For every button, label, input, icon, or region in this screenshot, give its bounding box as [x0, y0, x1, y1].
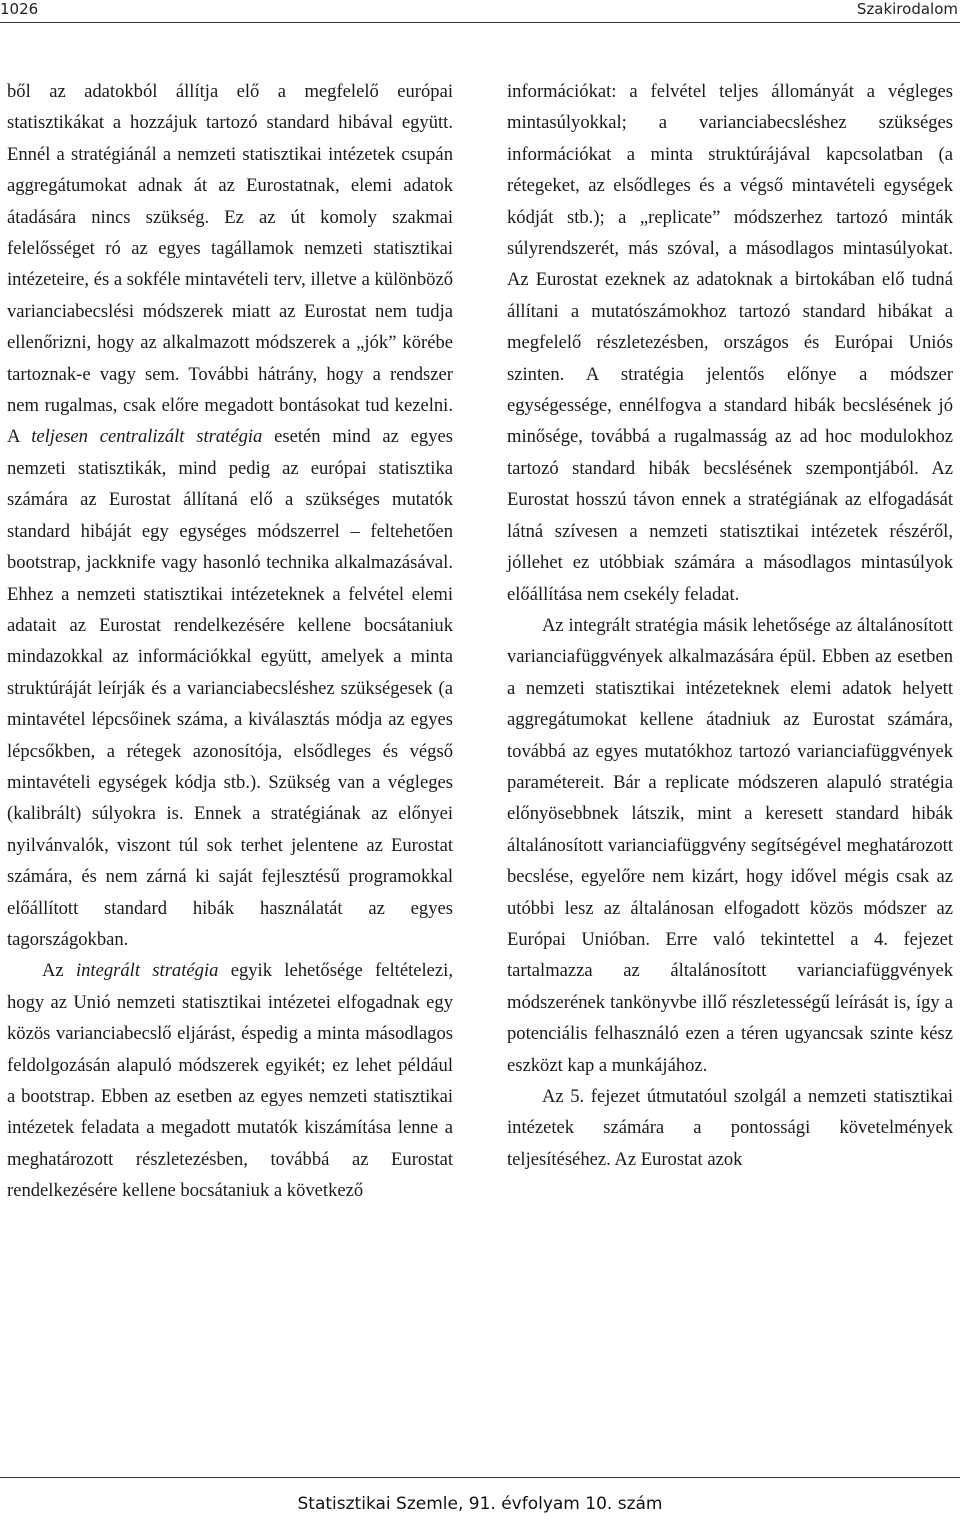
footer-divider [0, 1477, 960, 1478]
header-divider [0, 22, 960, 23]
emphasized-term: integrált stratégia [75, 960, 219, 982]
emphasized-term: teljesen centralizált stratégia [31, 426, 263, 448]
page-number: 1026 [0, 0, 39, 18]
paragraph: Az 5. fejezet útmutatóul szolgál a nemzeti statisztikai intézetek számára a pontossági követelmények teljesítéséhez. Az Eurostat azok [507, 1086, 953, 1170]
paragraph [7, 955, 453, 1206]
journal-footer: Statisztikai Szemle, 91. évfolyam 10. szám [297, 1494, 663, 1514]
paragraph [7, 76, 453, 955]
paragraph-text: esetén mind az egyes nemzeti statisztikák, mind pedig az európai statisztika számára az Eurostat állítaná elő a szükséges mutatók standard hibáját egy egységes módszerrel – feltehetően bootstrap, jackknife vagy hasonló technika alkalmazásával. Ehhez a nemzeti statisztikai intézeteknek a felvétel elemi adatait az Eurostat rendelkezésére kellene bocsátaniuk mindazokkal az információkkal együtt, amelyek a minta struktúráját leírják és a varianciabecsléshez szükségesek (a mintavétel lépcsőinek száma, a kiválasztás módja az egyes lépcsőkben, a rétegek azonosítója, elsődleges és végső mintavételi egységek kódja stb.). Szükség van a végleges (kalibrált) súlyokra is. Ennek a stratégiának az előnyei nyilvánvalók, viszont túl sok terhet jelentene az Eurostat számára, és nem zárná ki saját fejlesztésű programokkal előállított standard hibák használatát az egyes tagországokban. [7, 426, 453, 950]
text-column-left [7, 76, 453, 1207]
paragraph: Az integrált stratégia másik lehetősége az általánosított varianciafüggvények alkalmazására épül. Ebben az esetben a nemzeti statisztikai intézeteknek elemi adatok helyett aggregátumokat kellene átadniuk az Eurostat számára, továbbá az egyes mutatókhoz tartozó varianciafüggvények paramétereit. Bár a replicate módszeren alapuló stratégia előnyösebbnek látszik, mint a keresett standard hibák általánosított varianciafüggvény segítségével meghatározott becslése, egyelőre nem kizárt, hogy idővel mégis csak az utóbbi lesz az általánosan elfogadott közös módszer az Európai Unióban. Erre való tekintettel a 4. fejezet tartalmazza az általánosított varianciafüggvények módszerének tankönyvbe illő részletességű leírását is, így a potenciális felhasználó ezen a téren ugyancsak szinte kész eszközt kap a munkájához. [507, 614, 953, 1076]
text-column-right [507, 76, 953, 1175]
paragraph-text: Az [42, 960, 76, 982]
paragraph-text: ből az adatokból állítja elő a megfelelő európai statisztikákat a hozzájuk tartozó standard hibával együtt. Ennél a stratégiánál a nemzeti statisztikai intézetek csupán aggregátumokat adnak át az Eurostatnak, elemi adatok átadására nincs szükség. Ez az út komoly szakmai felelősséget ró az egyes tagállamok nemzeti statisztikai intézeteire, és a sokféle mintavételi terv, illetve a különböző varianciabecslési módszerek miatt az Eurostat nem tudja ellenőrizni, hogy az alkalmazott módszerek a „jók” körébe tartoznak-e vagy sem. További hátrány, hogy a rendszer nem rugalmas, csak előre megadott bontásokat tud kezelni. A [7, 81, 453, 448]
paragraph: információkat: a felvétel teljes állományát a végleges mintasúlyokkal; a varianciabecsléshez szükséges információkat a minta struktúrájával kapcsolatban (a rétegeket, az elsődleges és a végső mintavételi egységek kódját stb.); a „replicate” módszerhez tartozó minták súlyrendszerét, más szóval, a másodlagos mintasúlyokat. Az Eurostat ezeknek az adatoknak a birtokában elő tudná állítani a mutatószámokhoz tartozó standard hibákat a megfelelő részletezésben, országos és Európai Uniós szinten. A stratégia jelentős előnye a módszer egységessége, ennélfogva a standard hibák becslésének jó minősége, továbbá a rugalmasság az ad hoc modulokhoz tartozó standard hibák becslésének szempontjából. Az Eurostat hosszú távon ennek a stratégiának az elfogadását látná szívesen a nemzeti statisztikai intézetek részéről, jóllehet ez utóbbiak számára a másodlagos mintasúlyok előállítása nem csekély feladat. [507, 81, 953, 605]
section-title: Szakirodalom [856, 0, 958, 18]
paragraph-text: egyik lehetősége feltételezi, hogy az Unió nemzeti statisztikai intézetei elfogadnak egy közös varianciabecslő eljárást, éspedig a minta másodlagos feldolgozásán alapuló módszerek egyikét; ez lehet például a bootstrap. Ebben az esetben az egyes nemzeti statisztikai intézetek feladata a megadott mutatók kiszámítása lenne a meghatározott részletezésben, továbbá az Eurostat rendelkezésére kellene bocsátaniuk a következő [7, 960, 453, 1202]
running-header [0, 0, 960, 22]
